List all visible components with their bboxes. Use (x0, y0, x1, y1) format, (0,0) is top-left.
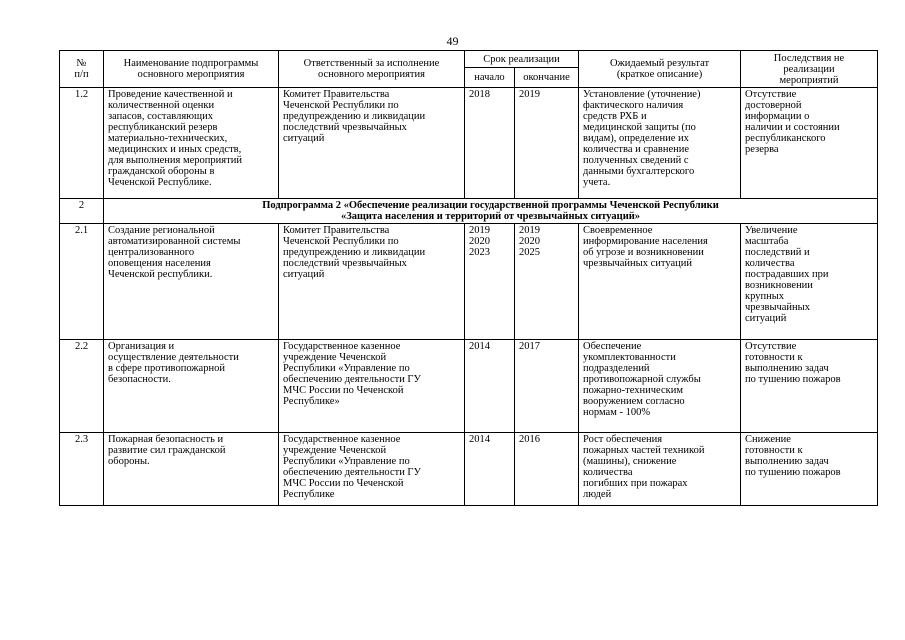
row-name: Создание региональной автоматизированной системы централизованного оповещения населения Чеченской республики. (104, 224, 279, 340)
row-responsible: Государственное казенное учреждение Чеченской Республики «Управление по обеспечению деятельности ГУ МЧС России по Чеченской Республике (279, 433, 465, 506)
header-period: Срок реализации (465, 51, 579, 68)
table-row (60, 224, 878, 340)
row-responsible: Комитет Правительства Чеченской Республики по предупреждению и ликвидации последствий чрезвычайных ситуаций (279, 224, 465, 340)
row-result: Обеспечение укомплектованности подразделений противопожарной службы пожарно-техническим вооружением согласно нормам - 100% (579, 340, 741, 433)
row-result: Рост обеспечения пожарных частей техникой (машины), снижение количества погибших при пожарах людей (579, 433, 741, 506)
row-name: Пожарная безопасность и развитие сил гражданской обороны. (104, 433, 279, 506)
row-name: Организация и осуществление деятельности в сфере противопожарной безопасности. (104, 340, 279, 433)
row-start: 2014 (465, 340, 515, 433)
row-consequences: Снижение готовности к выполнению задач по тушению пожаров (741, 433, 878, 506)
header-result: Ожидаемый результат (краткое описание) (579, 51, 741, 88)
row-end: 2019 2020 2025 (515, 224, 579, 340)
row-result: Своевременное информирование населения об угрозе и возникновении чрезвычайных ситуаций (579, 224, 741, 340)
row-num: 2.3 (60, 433, 104, 506)
header-start: начало (465, 68, 515, 88)
row-responsible: Комитет Правительства Чеченской Республики по предупреждению и ликвидации последствий чрезвычайных ситуаций (279, 88, 465, 199)
header-num: № п/п (60, 51, 104, 88)
row-start: 2018 (465, 88, 515, 199)
row-name: Проведение качественной и количественной оценки запасов, составляющих республиканский резерв материально-технических, медицинских и иных средств, для выполнения мероприятий гражданской обороны в Чеченской Республике. (104, 88, 279, 199)
program-table (59, 50, 878, 506)
header-row (60, 51, 878, 68)
row-consequences: Отсутствие готовности к выполнению задач по тушению пожаров (741, 340, 878, 433)
table-header (60, 51, 878, 88)
section-row (60, 199, 878, 224)
row-consequences: Отсутствие достоверной информации о наличии и состоянии республиканского резерва (741, 88, 878, 199)
row-num: 2.2 (60, 340, 104, 433)
row-result: Установление (уточнение) фактического наличия средств РХБ и медицинской защиты (по видам), определение их количества и сравнение полученных сведений с данными бухгалтерского учета. (579, 88, 741, 199)
table-row (60, 433, 878, 506)
header-responsible: Ответственный за исполнение основного мероприятия (279, 51, 465, 88)
table-row (60, 88, 878, 199)
header-name: Наименование подпрограммы основного мероприятия (104, 51, 279, 88)
row-end: 2016 (515, 433, 579, 506)
section-title: Подпрограмма 2 «Обеспечение реализации государственной программы Чеченской Республики «Защита населения и территорий от чрезвычайных ситуаций» (104, 199, 878, 224)
row-start: 2019 2020 2023 (465, 224, 515, 340)
row-consequences: Увеличение масштаба последствий и количества пострадавших при возникновении крупных чрезвычайных ситуаций (741, 224, 878, 340)
row-num: 2.1 (60, 224, 104, 340)
row-responsible: Государственное казенное учреждение Чеченской Республики «Управление по обеспечению деятельности ГУ МЧС России по Чеченской Республике» (279, 340, 465, 433)
row-num: 1.2 (60, 88, 104, 199)
section-num: 2 (60, 199, 104, 224)
row-end: 2017 (515, 340, 579, 433)
table-row (60, 340, 878, 433)
header-consequences: Последствия не реализации мероприятий (741, 51, 878, 88)
header-end: окончание (515, 68, 579, 88)
page-number: 49 (446, 34, 459, 48)
row-end: 2019 (515, 88, 579, 199)
row-start: 2014 (465, 433, 515, 506)
